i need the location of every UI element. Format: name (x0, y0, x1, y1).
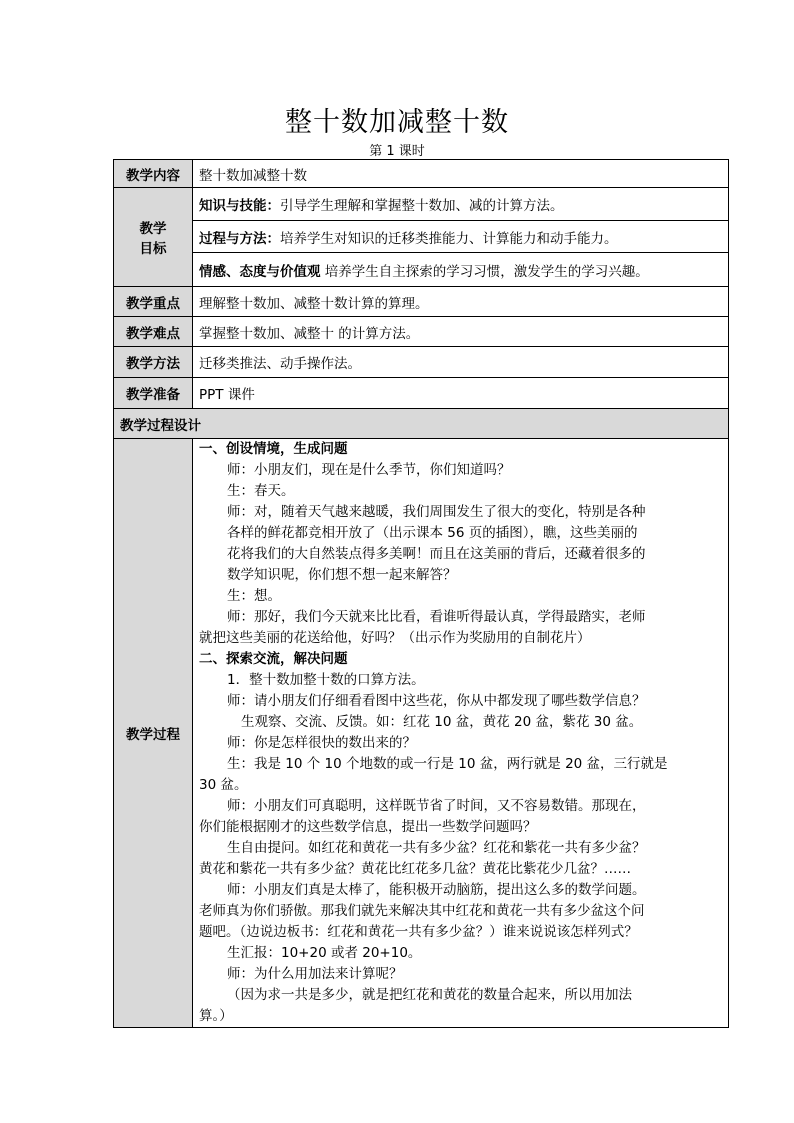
dialogue-line: 就把这些美丽的花送给他，好吗？（出示作为奖励用的自制花片） (199, 630, 591, 646)
dialogue-line: 师：小朋友们真是太棒了，能积极开动脑筋，提出这么多的数学问题。 (227, 882, 646, 898)
goal-emotion (193, 253, 729, 287)
row-design (114, 409, 729, 439)
goal-process-label: 过程与方法： (199, 230, 280, 247)
subsection-title: 1．整十数加整十数的口算方法。 (227, 672, 425, 688)
goal-label-line1: 教学 (139, 221, 167, 237)
goal-knowledge-text: 引导学生理解和掌握整十数加、减的计算方法。 (280, 198, 564, 214)
dialogue-line: 师：那好，我们今天就来比比看，看谁听得最认真，学得最踏实，老师 (227, 609, 646, 625)
design-label: 教学过程设计 (114, 409, 729, 439)
prep-label: 教学准备 (114, 378, 193, 409)
content-value: 整十数加减整十数 (193, 160, 729, 188)
row-goal-1 (114, 188, 729, 221)
dialogue-line: 师：为什么用加法来计算呢？ (227, 966, 403, 982)
dialogue-line: 生观察、交流、反馈。如：红花 10 盆，黄花 20 盆，紫花 30 盆。 (241, 714, 643, 730)
row-key (114, 287, 729, 317)
dialogue-line: 算。） (199, 1008, 233, 1024)
goal-label-line2: 目标 (139, 241, 167, 257)
lesson-number: 第 1 课时 (369, 144, 425, 159)
dialogue-line: 师：你是怎样很快的数出来的？ (227, 735, 416, 751)
page-title: 整十数加减整十数 (285, 107, 509, 138)
method-label: 教学方法 (114, 347, 193, 378)
difficulty-label: 教学难点 (114, 317, 193, 347)
key-value: 理解整十数加、减整十数计算的算理。 (193, 287, 729, 317)
section-1-title: 一、创设情境，生成问题 (199, 441, 348, 457)
row-process (114, 439, 729, 1028)
dialogue-line: 生：我是 10 个 10 个地数的或一行是 10 盆，两行就是 20 盆，三行就是 (227, 756, 668, 772)
dialogue-line: 师：小朋友们，现在是什么季节，你们知道吗？ (227, 462, 511, 478)
goal-emotion-text: 培养学生自主探索的学习习惯，激发学生的学习兴趣。 (320, 263, 649, 280)
dialogue-line: 老师真为你们骄傲。那我们就先来解决其中红花和黄花一共有多少盆这个问 (199, 903, 645, 919)
section-2-title: 二、探索交流，解决问题 (199, 651, 348, 667)
lesson-plan-table (113, 159, 729, 1028)
dialogue-line: 师：小朋友们可真聪明，这样既节省了时间，又不容易数错。那现在， (227, 798, 646, 814)
row-prep (114, 378, 729, 409)
dialogue-line: 数学知识呢，你们想不想一起来解答？ (227, 567, 457, 583)
difficulty-value: 掌握整十数加、减整十 的计算方法。 (193, 317, 729, 347)
dialogue-line: 30 盆。 (199, 777, 248, 793)
goal-knowledge (193, 188, 729, 221)
dialogue-line: 你们能根据刚才的这些数学信息，提出一些数学问题吗？ (199, 819, 537, 835)
dialogue-line: （因为求一共是多少，就是把红花和黄花的数量合起来，所以用加法 (227, 987, 632, 1003)
method-value: 迁移类推法、动手操作法。 (193, 347, 729, 378)
prep-value: PPT 课件 (193, 378, 729, 409)
goal-process-text: 培养学生对知识的迁移类推能力、计算能力和动手能力。 (280, 230, 618, 247)
dialogue-line: 花将我们的大自然装点得多美啊！而且在这美丽的背后，还藏着很多的 (227, 546, 646, 562)
row-method (114, 347, 729, 378)
dialogue-line: 生：想。 (227, 588, 281, 604)
goal-knowledge-label: 知识与技能： (199, 198, 280, 214)
goal-process (193, 221, 729, 253)
dialogue-line: 各样的鲜花都竞相开放了（出示课本 56 页的插图），瞧，这些美丽的 (227, 525, 638, 541)
row-content (114, 160, 729, 188)
goal-emotion-label: 情感、态度与价值观 (199, 263, 321, 280)
process-label: 教学过程 (114, 439, 193, 1028)
row-goal-3 (114, 253, 729, 287)
dialogue-line: 生：春天。 (227, 483, 295, 499)
dialogue-line: 生自由提问。如红花和黄花一共有多少盆？红花和紫花一共有多少盆？ (227, 840, 646, 856)
dialogue-line: 师：对，随着天气越来越暖，我们周围发生了很大的变化，特别是各种 (227, 504, 646, 520)
dialogue-line: 师：请小朋友们仔细看看图中这些花，你从中都发现了哪些数学信息？ (227, 693, 646, 709)
dialogue-line: 题吧。（边说边板书：红花和黄花一共有多少盆？）谁来说说该怎样列式？ (199, 924, 638, 940)
content-label: 教学内容 (114, 160, 193, 188)
goal-label (114, 188, 193, 287)
row-difficulty (114, 317, 729, 347)
dialogue-line: 生汇报：10+20 或者 20+10。 (227, 945, 422, 961)
dialogue-line: 黄花和紫花一共有多少盆？黄花比红花多几盆？黄花比紫花少几盆？…… (199, 861, 631, 877)
row-goal-2 (114, 221, 729, 253)
process-content (193, 439, 729, 1028)
key-label: 教学重点 (114, 287, 193, 317)
